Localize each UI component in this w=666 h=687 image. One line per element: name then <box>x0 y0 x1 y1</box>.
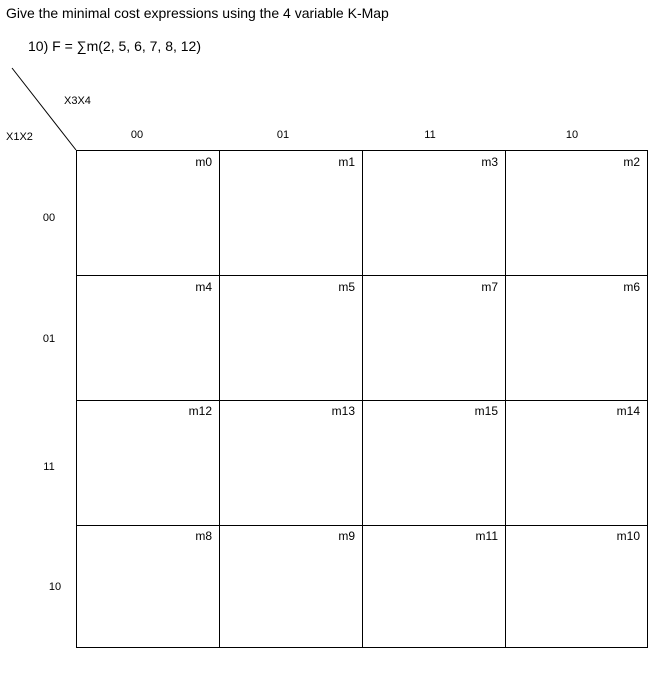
cell-m7: m7 <box>481 280 498 294</box>
row-variable-label: X1X2 <box>6 131 33 143</box>
row-label-11: 11 <box>43 461 55 473</box>
row-label-01: 01 <box>42 333 56 345</box>
cell-m10: m10 <box>616 529 640 543</box>
cell-m11: m11 <box>475 529 498 543</box>
problem-statement: 10) F = ∑m(2, 5, 6, 7, 8, 12) <box>28 38 201 54</box>
column-variable-label: X3X4 <box>64 95 91 107</box>
cell-m3: m3 <box>481 155 498 169</box>
grid-divider <box>77 400 647 401</box>
grid-divider <box>219 151 220 647</box>
column-label-10: 10 <box>565 129 579 141</box>
cell-m14: m14 <box>616 404 640 418</box>
row-label-10: 10 <box>48 581 62 593</box>
row-label-00: 00 <box>42 212 56 224</box>
kmap-grid <box>76 150 648 648</box>
cell-m4: m4 <box>195 280 212 294</box>
cell-m1: m1 <box>338 155 355 169</box>
grid-divider <box>77 525 647 526</box>
cell-m6: m6 <box>623 280 640 294</box>
column-label-00: 00 <box>130 129 144 141</box>
cell-m5: m5 <box>338 280 355 294</box>
grid-divider <box>505 151 506 647</box>
cell-m8: m8 <box>195 529 212 543</box>
cell-m0: m0 <box>195 155 212 169</box>
column-label-11: 11 <box>424 129 436 141</box>
instruction-text: Give the minimal cost expressions using the 4 variable K-Map <box>6 5 389 21</box>
grid-divider <box>362 151 363 647</box>
cell-m15: m15 <box>474 404 498 418</box>
cell-m9: m9 <box>338 529 355 543</box>
cell-m13: m13 <box>331 404 355 418</box>
cell-m12: m12 <box>188 404 212 418</box>
column-label-01: 01 <box>276 129 290 141</box>
grid-divider <box>77 275 647 276</box>
cell-m2: m2 <box>623 155 640 169</box>
